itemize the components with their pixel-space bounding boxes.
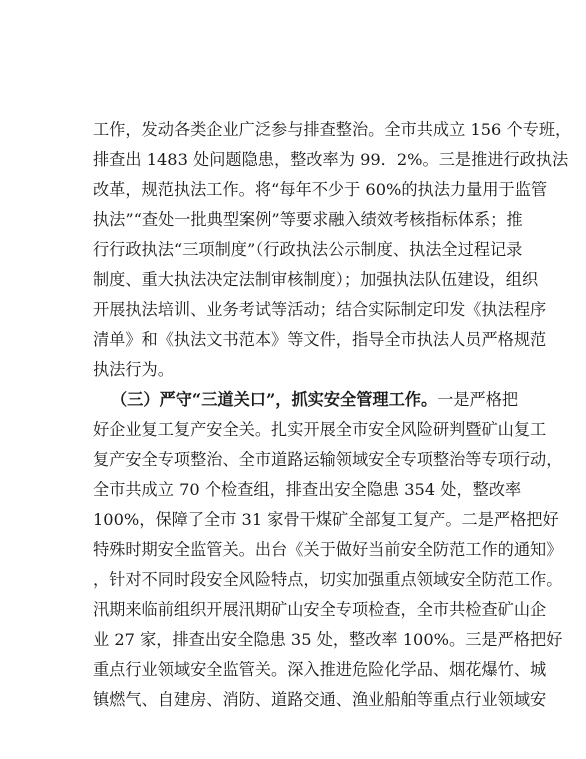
paragraph-line: 重点行业领域安全监管关。深入推进危险化学品、烟花爆竹、城 xyxy=(93,660,547,679)
paragraph-line: 开展执法培训、业务考试等活动；结合实际制定印发《执法程序 xyxy=(93,300,547,319)
paragraph-line: 改革，规范执法工作。将“每年不少于 60%的执法力量用于监管 xyxy=(93,180,548,199)
section-heading: （三）严守“三道关口”，抓实安全管理工作。 xyxy=(111,390,438,409)
paragraph-line: 排查出 1483 处问题隐患，整改率为 99．2%。三是推进行政执法 xyxy=(93,150,569,169)
paragraph-line: 工作，发动各类企业广泛参与排查整治。全市共成立 156 个专班， xyxy=(93,120,572,139)
heading-line-rest: 一是严格把 xyxy=(437,390,519,409)
paragraph-line: 100%，保障了全市 31 家骨干煤矿全部复工复产。二是严格把好 xyxy=(93,510,559,529)
paragraph-line: 复产安全专项整治、全市道路运输领域安全专项整治等专项行动， xyxy=(93,450,563,469)
paragraph-line: 特殊时期安全监管关。出台《关于做好当前安全防范工作的通知》 xyxy=(93,540,563,559)
paragraph-line: 执法行为。 xyxy=(93,360,174,379)
paragraph-line: 镇燃气、自建房、消防、道路交通、渔业船舶等重点行业领域安 xyxy=(93,690,547,709)
section-heading-line xyxy=(111,385,519,415)
paragraph-line: 好企业复工复产安全关。扎实开展全市安全风险研判暨矿山复工 xyxy=(93,420,547,439)
paragraph-line: 制度、重大执法决定法制审核制度）；加强执法队伍建设，组织 xyxy=(93,270,539,289)
paragraph-line: 行行政执法“三项制度”（行政执法公示制度、执法全过程记录 xyxy=(93,240,523,259)
paragraph-line: 业 27 家，排查出安全隐患 35 处，整改率 100%。三是严格把好 xyxy=(93,630,563,649)
paragraph-line: 汛期来临前组织开展汛期矿山安全专项检查，全市共检查矿山企 xyxy=(93,600,547,619)
paragraph-line: 全市共成立 70 个检查组，排查出安全隐患 354 处，整改率 xyxy=(93,480,522,499)
paragraph-line: ，针对不同时段安全风险特点，切实加强重点领域安全防范工作。 xyxy=(93,570,563,589)
paragraph-line: 执法”“查处一批典型案例”等要求融入绩效考核指标体系；推 xyxy=(93,210,523,229)
paragraph-line: 清单》和《执法文书范本》等文件，指导全市执法人员严格规范 xyxy=(93,330,547,349)
